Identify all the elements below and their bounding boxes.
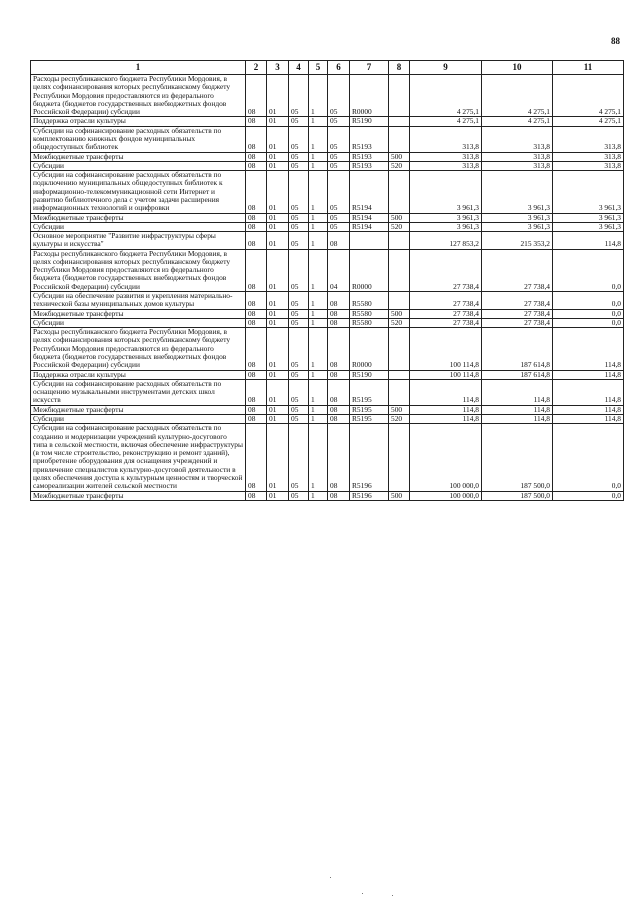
amount-cell: 114,8 (553, 405, 624, 414)
table-row (31, 161, 624, 170)
code-cell: 520 (389, 318, 410, 327)
amount-cell: 114,8 (482, 414, 553, 423)
code-cell: 08 (246, 424, 267, 491)
amount-cell: 313,8 (553, 161, 624, 170)
code-cell (389, 171, 410, 213)
code-cell: R5580 (350, 309, 389, 318)
amount-cell: 3 961,3 (410, 213, 482, 222)
amount-cell: 215 353,2 (482, 232, 553, 250)
row-description: Расходы республиканского бюджета Республики Мордовия, в целях софинансирования которых республиканскому бюджету Республики Мордовия предоставляются из федерального бюджета (бюджетов государственных внебюджетных фондов Российской Федерации) субсидии (31, 249, 246, 291)
code-cell: 08 (328, 424, 350, 491)
column-header: 10 (482, 61, 553, 75)
row-description: Субсидии (31, 318, 246, 327)
code-cell: 05 (289, 161, 309, 170)
code-cell: 05 (289, 152, 309, 161)
amount-cell: 187 614,8 (482, 370, 553, 379)
table-row (31, 309, 624, 318)
table-row (31, 379, 624, 405)
column-header: 1 (31, 61, 246, 75)
amount-cell: 3 961,3 (482, 171, 553, 213)
code-cell: 08 (246, 213, 267, 222)
amount-cell: 313,8 (482, 152, 553, 161)
amount-cell: 0,0 (553, 249, 624, 291)
amount-cell: 3 961,3 (553, 171, 624, 213)
code-cell: R5190 (350, 117, 389, 126)
code-cell: 500 (389, 213, 410, 222)
amount-cell: 4 275,1 (410, 117, 482, 126)
row-description: Субсидии (31, 414, 246, 423)
code-cell: 01 (267, 292, 289, 310)
table-row (31, 292, 624, 310)
code-cell: R5195 (350, 405, 389, 414)
code-cell: 05 (289, 222, 309, 231)
code-cell: R5194 (350, 213, 389, 222)
code-cell: 08 (328, 379, 350, 405)
code-cell: 1 (309, 379, 328, 405)
code-cell: 01 (267, 75, 289, 117)
code-cell: 05 (328, 126, 350, 152)
code-cell: 1 (309, 75, 328, 117)
code-cell: 05 (289, 414, 309, 423)
code-cell: 08 (246, 309, 267, 318)
code-cell: 1 (309, 309, 328, 318)
code-cell: R5194 (350, 222, 389, 231)
code-cell: 05 (289, 405, 309, 414)
column-header: 6 (328, 61, 350, 75)
table-row (31, 370, 624, 379)
code-cell: 01 (267, 152, 289, 161)
amount-cell: 100 000,0 (410, 424, 482, 491)
code-cell: 01 (267, 309, 289, 318)
amount-cell: 313,8 (410, 161, 482, 170)
code-cell: R5580 (350, 318, 389, 327)
code-cell: 08 (246, 249, 267, 291)
table-row (31, 232, 624, 250)
code-cell: 01 (267, 222, 289, 231)
code-cell: 05 (289, 232, 309, 250)
page-number: 88 (611, 36, 620, 46)
column-header: 3 (267, 61, 289, 75)
row-description: Субсидии на софинансирование расходных обязательств по созданию и модернизации учреждений культурно-досугового типа в сельской местности, включая обеспечение инфраструктуры (в том числе строительство, реконструкцию и ремонт зданий), приобретение оборудования для оснащения учреждений и привлечение специалистов культурно-досуговой деятельности в целях обеспечения доступа к культурным ценностям и творческой самореализации жителей сельской местности (31, 424, 246, 491)
code-cell: 05 (289, 213, 309, 222)
code-cell: 08 (328, 232, 350, 250)
code-cell: 08 (246, 75, 267, 117)
table-row (31, 491, 624, 500)
code-cell: 1 (309, 318, 328, 327)
amount-cell: 114,8 (553, 414, 624, 423)
amount-cell: 4 275,1 (553, 75, 624, 117)
code-cell: 01 (267, 171, 289, 213)
code-cell: 01 (267, 161, 289, 170)
amount-cell: 27 738,4 (482, 249, 553, 291)
amount-cell: 313,8 (410, 126, 482, 152)
amount-cell: 114,8 (410, 405, 482, 414)
code-cell: 05 (289, 126, 309, 152)
code-cell: 01 (267, 328, 289, 370)
amount-cell: 313,8 (482, 161, 553, 170)
code-cell: 01 (267, 318, 289, 327)
code-cell: 08 (246, 292, 267, 310)
row-description: Поддержка отрасли культуры (31, 370, 246, 379)
code-cell: R5196 (350, 424, 389, 491)
code-cell (389, 232, 410, 250)
table-row (31, 171, 624, 213)
code-cell: 08 (328, 405, 350, 414)
amount-cell: 313,8 (482, 126, 553, 152)
row-description: Субсидии на софинансирование расходных обязательств по оснащению музыкальными инструментами детских школ искусств (31, 379, 246, 405)
code-cell: 1 (309, 126, 328, 152)
code-cell: 05 (289, 171, 309, 213)
table-row (31, 152, 624, 161)
code-cell: 500 (389, 405, 410, 414)
code-cell: 04 (328, 249, 350, 291)
amount-cell: 3 961,3 (482, 222, 553, 231)
code-cell: 01 (267, 117, 289, 126)
code-cell: 05 (289, 75, 309, 117)
code-cell: 08 (246, 161, 267, 170)
amount-cell: 100 114,8 (410, 370, 482, 379)
amount-cell: 114,8 (410, 414, 482, 423)
code-cell: 08 (246, 171, 267, 213)
amount-cell: 114,8 (482, 379, 553, 405)
amount-cell: 27 738,4 (482, 309, 553, 318)
amount-cell: 114,8 (410, 379, 482, 405)
amount-cell: 313,8 (553, 126, 624, 152)
code-cell: 1 (309, 491, 328, 500)
code-cell (389, 249, 410, 291)
amount-cell: 0,0 (553, 292, 624, 310)
amount-cell: 187 500,0 (482, 491, 553, 500)
code-cell: 05 (289, 491, 309, 500)
code-cell (350, 232, 389, 250)
code-cell: 05 (289, 309, 309, 318)
column-header: 7 (350, 61, 389, 75)
code-cell: R0000 (350, 328, 389, 370)
code-cell: 01 (267, 491, 289, 500)
code-cell: 1 (309, 222, 328, 231)
code-cell (389, 126, 410, 152)
code-cell: 08 (246, 370, 267, 379)
table-row (31, 405, 624, 414)
code-cell: 1 (309, 370, 328, 379)
code-cell: R5193 (350, 161, 389, 170)
row-description: Расходы республиканского бюджета Республики Мордовия, в целях софинансирования которых республиканскому бюджету Республики Мордовия предоставляются из федерального бюджета (бюджетов государственных внебюджетных фондов Российской Федерации) субсидии (31, 328, 246, 370)
amount-cell: 27 738,4 (482, 292, 553, 310)
amount-cell: 0,0 (553, 424, 624, 491)
amount-cell: 127 853,2 (410, 232, 482, 250)
code-cell: 05 (328, 152, 350, 161)
column-header: 2 (246, 61, 267, 75)
code-cell: 01 (267, 249, 289, 291)
amount-cell: 187 614,8 (482, 328, 553, 370)
code-cell: 05 (289, 379, 309, 405)
amount-cell: 114,8 (482, 405, 553, 414)
code-cell: 05 (289, 318, 309, 327)
row-description: Субсидии на софинансирование расходных обязательств по подключению муниципальных общедоступных библиотек к информационно-телекоммуникационной сети Интернет и развитию библиотечного дела с учетом задачи расширения информационных технологий и оцифровки (31, 171, 246, 213)
amount-cell: 3 961,3 (553, 222, 624, 231)
code-cell: 08 (246, 318, 267, 327)
code-cell: 01 (267, 213, 289, 222)
code-cell: 05 (289, 328, 309, 370)
row-description: Межбюджетные трансферты (31, 213, 246, 222)
amount-cell: 313,8 (410, 152, 482, 161)
row-description: Межбюджетные трансферты (31, 491, 246, 500)
code-cell: 08 (246, 414, 267, 423)
row-description: Межбюджетные трансферты (31, 405, 246, 414)
code-cell: 500 (389, 152, 410, 161)
code-cell: 520 (389, 222, 410, 231)
table-row (31, 424, 624, 491)
code-cell: 08 (328, 370, 350, 379)
amount-cell: 0,0 (553, 309, 624, 318)
amount-cell: 114,8 (553, 370, 624, 379)
amount-cell: 3 961,3 (482, 213, 553, 222)
amount-cell: 100 000,0 (410, 491, 482, 500)
table-row (31, 414, 624, 423)
code-cell: R5196 (350, 491, 389, 500)
code-cell: 1 (309, 232, 328, 250)
code-cell (389, 379, 410, 405)
code-cell: 01 (267, 232, 289, 250)
amount-cell: 3 961,3 (553, 213, 624, 222)
row-description: Расходы республиканского бюджета Республики Мордовия, в целях софинансирования которых республиканскому бюджету Республики Мордовия предоставляются из федерального бюджета (бюджетов государственных внебюджетных фондов Российской Федерации) субсидии (31, 75, 246, 117)
code-cell: 05 (289, 424, 309, 491)
code-cell: 01 (267, 379, 289, 405)
code-cell (389, 424, 410, 491)
code-cell: 1 (309, 161, 328, 170)
code-cell (389, 75, 410, 117)
amount-cell: 4 275,1 (553, 117, 624, 126)
amount-cell: 4 275,1 (410, 75, 482, 117)
code-cell: 08 (328, 292, 350, 310)
code-cell: 05 (289, 370, 309, 379)
code-cell: 1 (309, 152, 328, 161)
code-cell: R0000 (350, 75, 389, 117)
amount-cell: 187 500,0 (482, 424, 553, 491)
row-description: Поддержка отрасли культуры (31, 117, 246, 126)
code-cell: R5195 (350, 379, 389, 405)
code-cell: 01 (267, 370, 289, 379)
amount-cell: 4 275,1 (482, 117, 553, 126)
code-cell: 05 (328, 213, 350, 222)
budget-table (30, 60, 624, 501)
code-cell: 500 (389, 491, 410, 500)
code-cell: 1 (309, 328, 328, 370)
table-row (31, 117, 624, 126)
code-cell: 08 (328, 491, 350, 500)
code-cell: 05 (328, 75, 350, 117)
amount-cell: 3 961,3 (410, 171, 482, 213)
table-row (31, 126, 624, 152)
code-cell: 08 (328, 414, 350, 423)
amount-cell: 27 738,4 (482, 318, 553, 327)
amount-cell: 0,0 (553, 318, 624, 327)
code-cell: R5194 (350, 171, 389, 213)
code-cell: 08 (246, 152, 267, 161)
amount-cell: 0,0 (553, 491, 624, 500)
code-cell: 05 (289, 117, 309, 126)
code-cell: 01 (267, 405, 289, 414)
amount-cell: 3 961,3 (410, 222, 482, 231)
code-cell (389, 328, 410, 370)
amount-cell: 114,8 (553, 328, 624, 370)
header-row (31, 61, 624, 75)
code-cell: R5190 (350, 370, 389, 379)
table-row (31, 222, 624, 231)
row-description: Межбюджетные трансферты (31, 152, 246, 161)
code-cell: 500 (389, 309, 410, 318)
row-description: Субсидии на софинансирование расходных обязательств по комплектованию книжных фондов муниципальных общедоступных библиотек (31, 126, 246, 152)
code-cell: 1 (309, 424, 328, 491)
code-cell: 05 (289, 292, 309, 310)
table-row (31, 249, 624, 291)
code-cell: 08 (328, 318, 350, 327)
code-cell: R5193 (350, 152, 389, 161)
code-cell: R5193 (350, 126, 389, 152)
code-cell: 05 (328, 222, 350, 231)
column-header: 8 (389, 61, 410, 75)
code-cell: 1 (309, 213, 328, 222)
code-cell: 05 (289, 249, 309, 291)
code-cell: 520 (389, 414, 410, 423)
code-cell: 1 (309, 249, 328, 291)
code-cell: 08 (246, 232, 267, 250)
amount-cell: 114,8 (553, 379, 624, 405)
code-cell: R5195 (350, 414, 389, 423)
code-cell: 08 (246, 222, 267, 231)
code-cell: 08 (246, 405, 267, 414)
amount-cell: 4 275,1 (482, 75, 553, 117)
code-cell: 1 (309, 405, 328, 414)
amount-cell: 313,8 (553, 152, 624, 161)
code-cell: 08 (328, 328, 350, 370)
column-header: 5 (309, 61, 328, 75)
code-cell: 520 (389, 161, 410, 170)
code-cell: R5580 (350, 292, 389, 310)
code-cell: 01 (267, 414, 289, 423)
amount-cell: 27 738,4 (410, 249, 482, 291)
column-header: 11 (553, 61, 624, 75)
column-header: 9 (410, 61, 482, 75)
row-description: Межбюджетные трансферты (31, 309, 246, 318)
table-row (31, 75, 624, 117)
code-cell: 08 (246, 491, 267, 500)
code-cell (389, 292, 410, 310)
table-row (31, 213, 624, 222)
scan-speck (392, 895, 393, 896)
code-cell: 08 (328, 309, 350, 318)
code-cell: 1 (309, 117, 328, 126)
code-cell: 05 (328, 171, 350, 213)
row-description: Субсидии (31, 161, 246, 170)
amount-cell: 114,8 (553, 232, 624, 250)
row-description: Основное мероприятие "Развитие инфраструктуры сферы культуры и искусства" (31, 232, 246, 250)
amount-cell: 27 738,4 (410, 309, 482, 318)
code-cell: 08 (246, 126, 267, 152)
code-cell: 08 (246, 379, 267, 405)
code-cell: 01 (267, 424, 289, 491)
row-description: Субсидии (31, 222, 246, 231)
table-row (31, 318, 624, 327)
code-cell: 08 (246, 117, 267, 126)
code-cell: 1 (309, 292, 328, 310)
code-cell: 05 (328, 161, 350, 170)
code-cell: 1 (309, 171, 328, 213)
amount-cell: 27 738,4 (410, 292, 482, 310)
code-cell (389, 117, 410, 126)
scan-speck (330, 877, 331, 878)
code-cell: 08 (246, 328, 267, 370)
table-row (31, 328, 624, 370)
code-cell: 1 (309, 414, 328, 423)
amount-cell: 100 114,8 (410, 328, 482, 370)
code-cell: 05 (328, 117, 350, 126)
scan-speck (362, 893, 363, 894)
row-description: Субсидии на обеспечение развития и укрепления материально-технической базы муниципальных домов культуры (31, 292, 246, 310)
code-cell: R0000 (350, 249, 389, 291)
code-cell: 01 (267, 126, 289, 152)
column-header: 4 (289, 61, 309, 75)
amount-cell: 27 738,4 (410, 318, 482, 327)
code-cell (389, 370, 410, 379)
